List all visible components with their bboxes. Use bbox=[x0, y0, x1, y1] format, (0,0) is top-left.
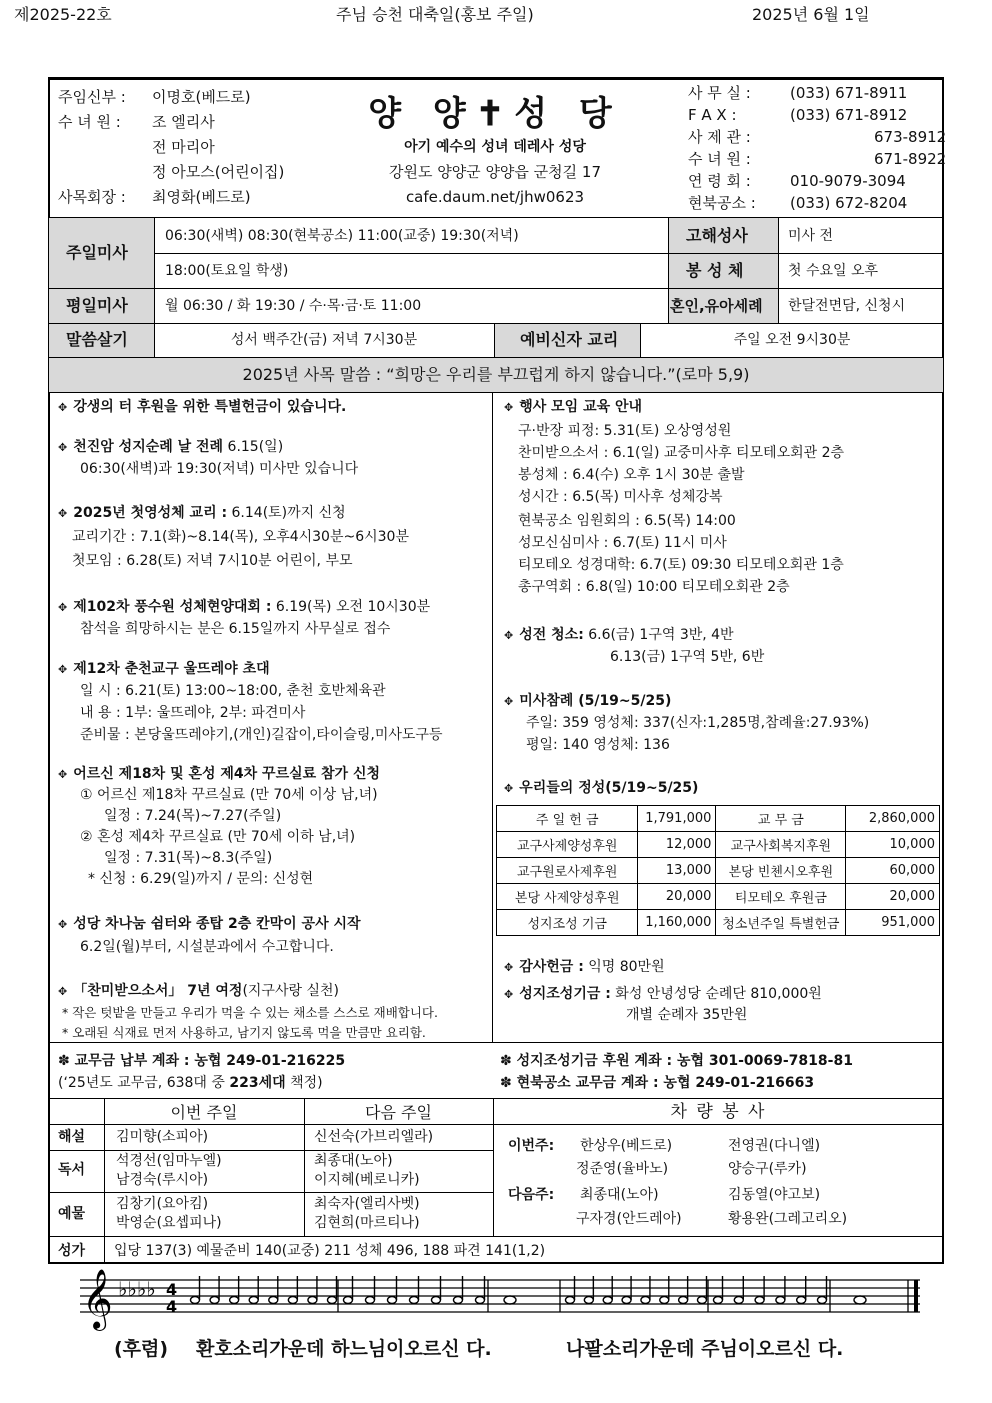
hymn-numbers: 입당 137(3) 예물준비 140(교중) 211 성체 496, 188 파견 141(1,2) bbox=[114, 1243, 546, 1259]
driver-name: 한상우(베드로) bbox=[580, 1138, 673, 1154]
table-row bbox=[497, 910, 940, 936]
notice-title: 어르신 제18차 및 혼성 제4차 꾸르실료 참가 신청 bbox=[73, 766, 380, 782]
notice-title: 2025년 첫영성체 교리 : bbox=[73, 505, 228, 521]
note-head bbox=[388, 1297, 397, 1304]
notice-body: 일정 : 7.24(목)~7.27(주일) bbox=[104, 808, 282, 824]
notice-body: ① 어르신 제18차 꾸르실료 (만 70세 이상 남,녀) bbox=[80, 787, 378, 803]
note-head bbox=[584, 1297, 593, 1304]
holy-land-fund: 화성 안녕성당 순례단 810,000원 bbox=[610, 986, 822, 1002]
contact-value: (033) 671-8911 bbox=[790, 84, 908, 102]
council-label: 사목회장 : bbox=[58, 188, 126, 206]
sisters-label: 수 녀 원 : bbox=[58, 113, 121, 131]
driver-name: 황용완(그레고리오) bbox=[728, 1211, 848, 1227]
table-row bbox=[497, 858, 940, 884]
account-note: (‘25년도 교무금, 638대 중 bbox=[58, 1075, 230, 1091]
notice-title: 제102차 풍수원 성체현양대회 : bbox=[73, 599, 272, 615]
notice-title: 천진암 성지순례 날 전례 bbox=[73, 439, 224, 455]
pastor-label: 주임신부 : bbox=[58, 88, 126, 106]
roster-person: 김현희(마르티나) bbox=[314, 1215, 420, 1231]
offering-amount: 951,000 bbox=[846, 910, 940, 936]
notice-title: 우리들의 정성(5/19~5/25) bbox=[519, 780, 699, 796]
thanks-offering: 익명 80만원 bbox=[583, 959, 665, 975]
diamond-bullet-icon: ✥ bbox=[504, 695, 514, 708]
half-note bbox=[854, 1296, 866, 1304]
account-label: 현북공소 교무금 계좌 : bbox=[516, 1075, 659, 1091]
bulletin-date: 2025년 6월 1일 bbox=[752, 5, 870, 24]
time-signature: 4 bbox=[166, 1280, 178, 1299]
note-head bbox=[755, 1297, 764, 1304]
notice-body: * 신청 : 6.29(일)까지 / 문의: 신성현 bbox=[88, 871, 314, 887]
offering-item: 교구사회복지후원 bbox=[716, 832, 846, 858]
driver-name: 정준영(율바노) bbox=[576, 1161, 669, 1177]
notice-body: 참석을 희망하시는 분은 6.15일까지 사무실로 접수 bbox=[80, 621, 391, 637]
notice-title: 행사 모임 교육 안내 bbox=[519, 399, 643, 415]
notice-title: 「찬미받으소서」 7년 여정 bbox=[73, 983, 243, 999]
note-head bbox=[566, 1297, 575, 1304]
notice-body: * 작은 텃밭을 만들고 우리가 먹을 수 있는 채소를 스스로 재배합니다. bbox=[62, 1005, 438, 1020]
note-head bbox=[288, 1297, 297, 1304]
contact-label: 사 제 관 : bbox=[688, 128, 751, 146]
note-head bbox=[776, 1297, 785, 1304]
event-item: 성시간 : 6.5(목) 미사후 성체강복 bbox=[518, 489, 723, 505]
event-item: 성모신심미사 : 6.7(토) 11시 미사 bbox=[518, 535, 727, 551]
hymn-label: 성가 bbox=[58, 1243, 86, 1259]
notice-title: 제12차 춘천교구 울뜨레야 초대 bbox=[73, 661, 270, 677]
communion-visit-label: 봉 성 체 bbox=[686, 261, 744, 280]
half-note bbox=[504, 1296, 516, 1304]
offering-table bbox=[496, 805, 940, 936]
table-row bbox=[497, 884, 940, 910]
confession-label: 고해성사 bbox=[686, 226, 748, 245]
note-head bbox=[818, 1297, 827, 1304]
account-label: 성지조성기금 후원 계좌 : bbox=[516, 1053, 673, 1069]
note-head bbox=[641, 1297, 650, 1304]
confession-time: 미사 전 bbox=[788, 228, 834, 244]
cleaning-schedule: 6.13(금) 1구역 5반, 6반 bbox=[610, 649, 765, 665]
note-head bbox=[476, 1297, 485, 1304]
offering-amount: 1,160,000 bbox=[638, 910, 716, 936]
diamond-bullet-icon: ✥ bbox=[58, 401, 68, 414]
offering-amount: 20,000 bbox=[846, 884, 940, 910]
diamond-bullet-icon: ✥ bbox=[58, 663, 68, 676]
note-head bbox=[714, 1297, 723, 1304]
diamond-bullet-icon: ✥ bbox=[504, 629, 514, 642]
roster-person: 최종대(노아) bbox=[314, 1153, 393, 1169]
refrain-lyrics: 나팔소리가운데 주님이오르신 다. bbox=[566, 1338, 844, 1360]
roster-person: 박영순(요셉피나) bbox=[116, 1215, 222, 1231]
note-head bbox=[410, 1297, 419, 1304]
note-head bbox=[366, 1297, 375, 1304]
diamond-bullet-icon: ✥ bbox=[58, 601, 68, 614]
sunday-mass-times: 06:30(새벽) 08:30(현북공소) 11:00(교중) 19:30(저녁) bbox=[165, 228, 519, 244]
offering-item: 교 무 금 bbox=[716, 806, 846, 832]
roster-person: 신선숙(가브리엘라) bbox=[314, 1129, 434, 1145]
notice-title: 성당 차나눔 쉼터와 종탑 2층 칸막이 공사 시작 bbox=[73, 916, 361, 932]
notice-date: 6.14(토)까지 신청 bbox=[227, 505, 346, 521]
issue-number: 제2025-22호 bbox=[14, 5, 112, 24]
sister-name: 조 엘리사 bbox=[152, 113, 215, 131]
contact-label: 현북공소 : bbox=[688, 194, 756, 212]
cleaning-schedule: 6.6(금) 1구역 3반, 4반 bbox=[583, 627, 734, 643]
roster-person: 최숙자(엘리사벳) bbox=[314, 1196, 420, 1212]
saturday-mass-time: 18:00(토요일 학생) bbox=[165, 263, 289, 279]
note-head bbox=[344, 1297, 353, 1304]
table-row bbox=[497, 832, 940, 858]
offering-item: 본당 사제양성후원 bbox=[497, 884, 638, 910]
note-head bbox=[698, 1297, 707, 1304]
bible-study-time: 성서 백주간(금) 저녁 7시30분 bbox=[230, 332, 418, 348]
note-head bbox=[679, 1297, 688, 1304]
event-item: 봉성체 : 6.4(수) 오후 1시 30분 출발 bbox=[518, 467, 745, 483]
diamond-bullet-icon: ✥ bbox=[58, 918, 68, 931]
roster-person: 김미향(소피아) bbox=[116, 1129, 209, 1145]
note-head bbox=[603, 1297, 612, 1304]
notice-body: 6.2일(월)부터, 시설분과에서 수고합니다. bbox=[80, 939, 334, 955]
notice-title: 성전 청소: bbox=[519, 627, 584, 643]
time-signature: 4 bbox=[166, 1297, 178, 1316]
roster-person: 남경숙(루시아) bbox=[116, 1172, 209, 1188]
notice-body: 준비물 : 본당울뜨레야기,(개인)길잡이,타이슬링,미사도구등 bbox=[80, 727, 443, 743]
note-head bbox=[734, 1297, 743, 1304]
account-number: 농협 249-01-216663 bbox=[658, 1075, 815, 1091]
notice-subtitle: (지구사랑 실천) bbox=[242, 983, 339, 999]
notice-title: 감사헌금 : bbox=[519, 959, 584, 975]
notice-body: 일 시 : 6.21(토) 13:00~18:00, 춘천 호반체육관 bbox=[80, 683, 386, 699]
offering-amount: 1,791,000 bbox=[638, 806, 716, 832]
drivers-next-label: 다음주: bbox=[508, 1187, 555, 1203]
notice-title: 미사참례 (5/19~5/25) bbox=[519, 693, 672, 709]
diamond-bullet-icon: ✥ bbox=[58, 985, 68, 998]
note-head bbox=[308, 1297, 317, 1304]
note-head bbox=[797, 1297, 806, 1304]
driver-name: 양승구(루카) bbox=[728, 1161, 807, 1177]
catechumen-time: 주일 오전 9시30분 bbox=[733, 332, 851, 348]
offering-amount: 20,000 bbox=[638, 884, 716, 910]
roster-next-week: 다음 주일 bbox=[365, 1103, 432, 1122]
table-row bbox=[497, 806, 940, 832]
diamond-bullet-icon: ✥ bbox=[504, 782, 514, 795]
contact-label: 사 무 실 : bbox=[688, 84, 751, 102]
offering-item: 교구사제양성후원 bbox=[497, 832, 638, 858]
drivers-this-label: 이번주: bbox=[508, 1138, 555, 1154]
notice-body: 일정 : 7.31(목)~8.3(주일) bbox=[104, 850, 273, 866]
event-item: 구·반장 피정: 5.31(토) 오상영성원 bbox=[518, 423, 732, 439]
account-number: 농협 249-01-216225 bbox=[189, 1053, 346, 1069]
sunday-mass-label: 주일미사 bbox=[66, 243, 128, 262]
roster-person: 김창기(요아킴) bbox=[116, 1196, 209, 1212]
offering-amount: 13,000 bbox=[638, 858, 716, 884]
roster-person: 이지혜(베로니카) bbox=[314, 1172, 420, 1188]
wedding-baptism-info: 한달전면담, 신청시 bbox=[788, 298, 906, 314]
offering-amount: 10,000 bbox=[846, 832, 940, 858]
bible-study-label: 말씀살기 bbox=[66, 330, 128, 349]
note-head bbox=[660, 1297, 669, 1304]
notice-title: 성지조성기금 : bbox=[519, 986, 611, 1002]
offering-item: 교구원로사제후원 bbox=[497, 858, 638, 884]
driver-name: 최종대(노아) bbox=[580, 1187, 659, 1203]
refrain-label: (후렴) bbox=[114, 1338, 169, 1360]
drivers-title: 차 량 봉 사 bbox=[670, 1102, 767, 1122]
parish-name: 양 양✝성 당 bbox=[368, 94, 622, 134]
contact-value: (033) 672-8204 bbox=[790, 194, 908, 212]
attendance-line: 주일: 359 영성체: 337(신자:1,285명,참례율:27.93%) bbox=[526, 715, 870, 731]
sister-name: 전 마리아 bbox=[152, 138, 215, 156]
contact-label: F A X : bbox=[688, 106, 737, 124]
roster-this-week: 이번 주일 bbox=[170, 1103, 238, 1122]
event-item: 티모테오 성경대학: 6.7(토) 09:30 티모테오회관 1층 bbox=[518, 557, 844, 573]
note-head bbox=[432, 1297, 441, 1304]
notice-title: 강생의 터 후원을 위한 특별헌금이 있습니다. bbox=[73, 399, 347, 415]
note-head bbox=[622, 1297, 631, 1304]
sister-name: 정 아모스(어린이집) bbox=[152, 163, 285, 181]
communion-visit-time: 첫 수요일 오후 bbox=[788, 263, 879, 279]
pastor-name: 이명호(베드로) bbox=[152, 88, 251, 106]
catechumen-label: 예비신자 교리 bbox=[520, 330, 619, 349]
account-number: 농협 301-0069-7818-81 bbox=[672, 1053, 853, 1069]
pastoral-motto: 2025년 사목 말씀 : “희망은 우리를 부끄럽게 하지 않습니다.”(로마 5,9) bbox=[242, 365, 750, 384]
diamond-bullet-icon: ✥ bbox=[504, 988, 514, 1001]
account-note: 책정) bbox=[285, 1075, 323, 1091]
attendance-line: 평일: 140 영성체: 136 bbox=[526, 737, 670, 753]
contact-value: 673-8912 bbox=[874, 128, 947, 146]
event-item: 총구역회 : 6.8(일) 10:00 티모테오회관 2층 bbox=[518, 579, 790, 595]
driver-name: 김동열(야고보) bbox=[728, 1187, 821, 1203]
roster-person: 석경선(임마누엘) bbox=[116, 1153, 222, 1169]
notice-body: * 오래된 식재료 먼저 사용하고, 남기지 않도록 먹을 만큼만 요리함. bbox=[62, 1025, 426, 1040]
parish-cafe-link[interactable]: cafe.daum.net/jhw0623 bbox=[405, 188, 585, 206]
contact-label: 수 녀 원 : bbox=[688, 150, 751, 168]
roster-role: 해설 bbox=[58, 1129, 86, 1145]
roster-role: 예물 bbox=[58, 1206, 86, 1222]
offering-amount: 12,000 bbox=[638, 832, 716, 858]
contact-value: (033) 671-8912 bbox=[790, 106, 908, 124]
note-head bbox=[269, 1297, 278, 1304]
account-label: 교무금 납부 계좌 : bbox=[74, 1053, 190, 1069]
diamond-bullet-icon: ✥ bbox=[58, 441, 68, 454]
offering-amount: 60,000 bbox=[846, 858, 940, 884]
offering-item: 주 일 헌 금 bbox=[497, 806, 638, 832]
note-head bbox=[191, 1297, 200, 1304]
council-name: 최영화(베드로) bbox=[152, 188, 251, 206]
notice-date: 6.19(목) 오전 10시30분 bbox=[271, 599, 431, 615]
treble-clef-icon: 𝄞 bbox=[82, 1269, 113, 1329]
flat-sign-icon: ♭♭♭♭ bbox=[118, 1277, 156, 1301]
parish-patron: 아기 예수의 성녀 데레사 성당 bbox=[404, 139, 586, 155]
refrain-lyrics: 환호소리가운데 하느님이오르신 다. bbox=[196, 1338, 492, 1360]
note-head bbox=[249, 1297, 258, 1304]
driver-name: 전영권(다니엘) bbox=[728, 1138, 821, 1154]
wedding-baptism-label: 혼인,유아세례 bbox=[670, 297, 763, 315]
diamond-bullet-icon: ✥ bbox=[58, 768, 68, 781]
notice-body: 첫모임 : 6.28(토) 저녁 7시10분 어린이, 부모 bbox=[72, 553, 353, 569]
notice-body: 교리기간 : 7.1(화)~8.14(목), 오후4시30분~6시30분 bbox=[72, 529, 409, 545]
contact-value: 671-8922 bbox=[874, 150, 947, 168]
feast-title: 주님 승천 대축일(홍보 주일) bbox=[336, 5, 534, 24]
diamond-bullet-icon: ✥ bbox=[58, 507, 68, 520]
note-head bbox=[230, 1297, 239, 1304]
offering-item: 본당 빈첸시오후원 bbox=[716, 858, 846, 884]
diamond-bullet-icon: ✥ bbox=[504, 961, 514, 974]
offering-item: 티모테오 후원금 bbox=[716, 884, 846, 910]
notice-date: 6.15(일) bbox=[223, 439, 284, 455]
notice-body: 06:30(새벽)과 19:30(저녁) 미사만 있습니다 bbox=[80, 461, 359, 477]
weekday-mass-label: 평일미사 bbox=[66, 296, 128, 315]
event-item: 찬미받으소서 : 6.1(일) 교중미사후 티모테오회관 2층 bbox=[518, 445, 845, 461]
contact-label: 연 령 회 : bbox=[688, 172, 751, 190]
notice-body: ② 혼성 제4차 꾸르실료 (만 70세 이하 남,녀) bbox=[80, 829, 356, 845]
parish-address: 강원도 양양군 양양읍 군청길 17 bbox=[388, 163, 602, 181]
account-note-highlight: 223세대 bbox=[229, 1075, 286, 1091]
offering-item: 청소년주일 특별헌금 bbox=[716, 910, 846, 936]
offering-amount: 2,860,000 bbox=[846, 806, 940, 832]
driver-name: 구자경(안드레아) bbox=[576, 1211, 682, 1227]
note-head bbox=[210, 1297, 219, 1304]
notice-body: 내 용 : 1부: 울뜨레야, 2부: 파견미사 bbox=[80, 705, 306, 721]
contact-value: 010-9079-3094 bbox=[790, 172, 906, 190]
event-item: 현북공소 임원회의 : 6.5(목) 14:00 bbox=[518, 513, 736, 529]
note-head bbox=[328, 1297, 337, 1304]
weekday-mass-times: 월 06:30 / 화 19:30 / 수·목·금·토 11:00 bbox=[165, 298, 422, 314]
note-head bbox=[454, 1297, 463, 1304]
header-line bbox=[0, 0, 896, 28]
offering-item: 성지조성 기금 bbox=[497, 910, 638, 936]
roster-role: 독서 bbox=[58, 1162, 86, 1178]
holy-land-fund: 개별 순례자 35만원 bbox=[626, 1007, 748, 1023]
diamond-bullet-icon: ✥ bbox=[504, 401, 514, 414]
